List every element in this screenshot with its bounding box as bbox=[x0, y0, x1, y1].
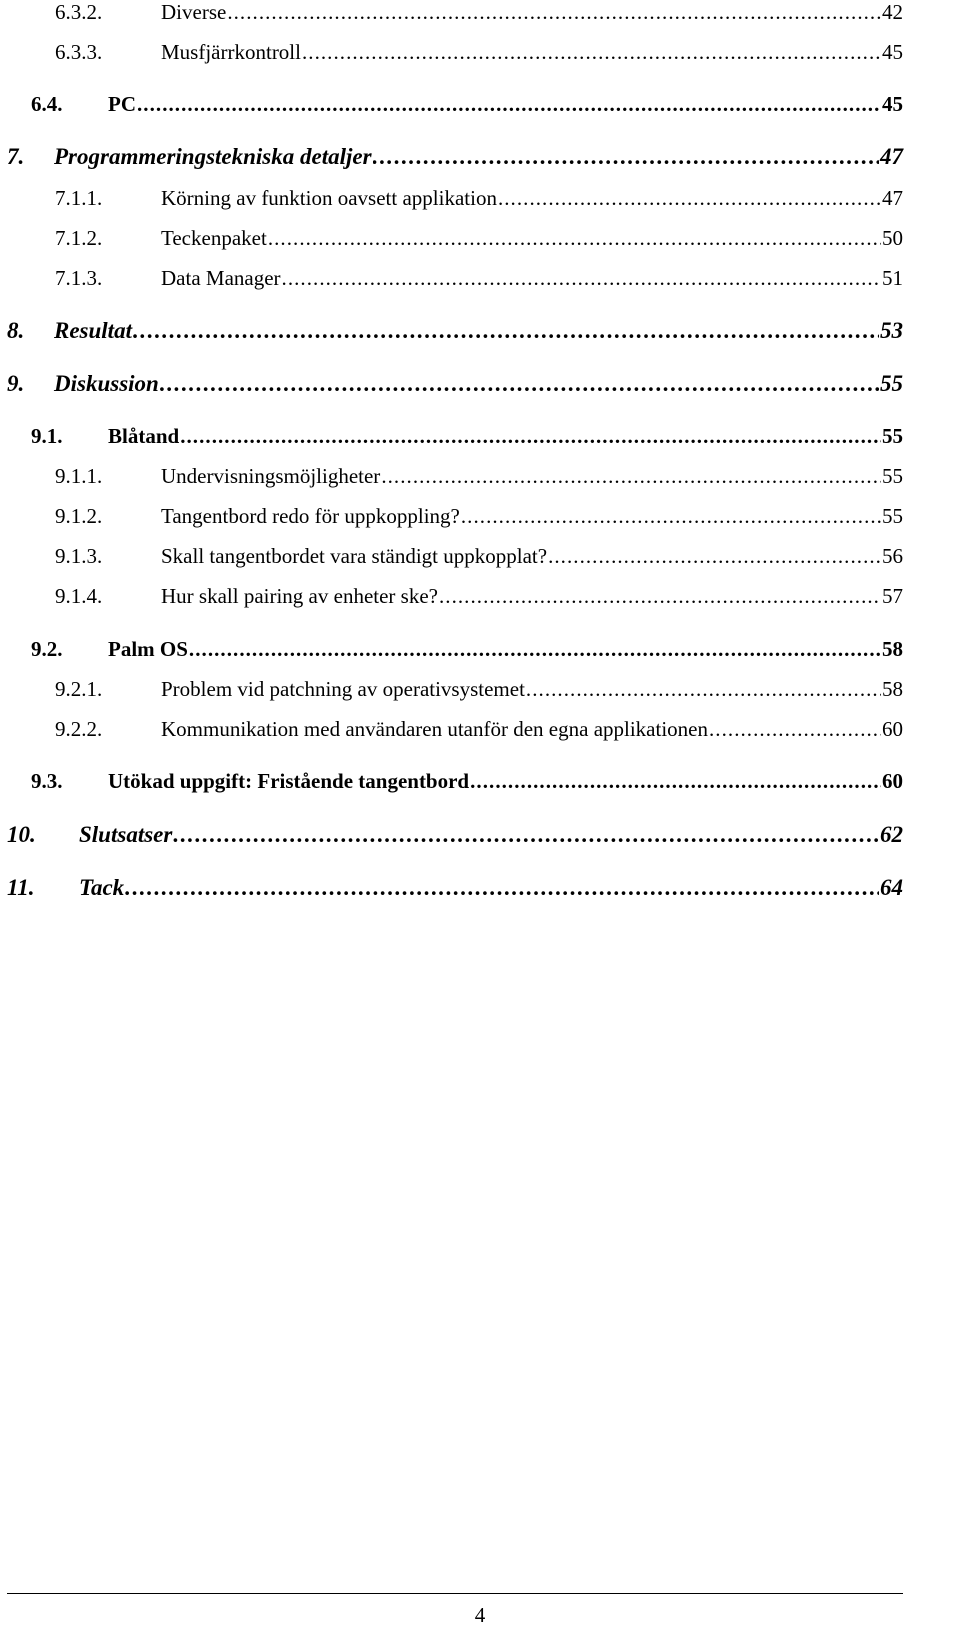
toc-entry-9-2[interactable] bbox=[31, 637, 903, 662]
page-number: 4 bbox=[474, 1603, 486, 1627]
toc-title: Diskussion bbox=[54, 371, 159, 396]
toc-title: Palm OS bbox=[108, 637, 188, 661]
toc-entry-10[interactable] bbox=[7, 822, 903, 848]
toc-title: Hur skall pairing av enheter ske? bbox=[161, 584, 438, 608]
toc-title: Teckenpaket bbox=[161, 226, 267, 250]
dot-leader bbox=[439, 584, 881, 609]
dot-leader bbox=[526, 677, 881, 702]
dot-leader bbox=[160, 371, 879, 397]
toc-number: 9.1.1. bbox=[55, 464, 103, 488]
toc-entry-11[interactable] bbox=[7, 875, 903, 901]
dot-leader bbox=[180, 424, 881, 449]
toc-entry-9-1[interactable] bbox=[31, 424, 903, 449]
toc-number: 9.1.2. bbox=[55, 504, 103, 528]
toc-page-number: 55 bbox=[882, 464, 903, 488]
toc-title: Diverse bbox=[161, 0, 227, 24]
toc-page-number: 47 bbox=[882, 186, 903, 210]
toc-number: 9.1. bbox=[31, 424, 63, 448]
toc-number: 10. bbox=[7, 822, 36, 847]
toc-number: 9.2. bbox=[31, 637, 63, 661]
dot-leader bbox=[125, 875, 879, 901]
toc-page-number: 50 bbox=[882, 226, 903, 250]
toc-title: Problem vid patchning av operativsystemet bbox=[161, 677, 525, 701]
toc-number: 9.2.1. bbox=[55, 677, 103, 701]
dot-leader bbox=[282, 266, 881, 291]
toc-page-number: 56 bbox=[882, 544, 903, 568]
toc-number: 9.1.4. bbox=[55, 584, 103, 608]
toc-number: 8. bbox=[7, 318, 25, 343]
toc-number: 6.4. bbox=[31, 92, 63, 116]
toc-title: Resultat bbox=[54, 318, 132, 343]
toc-number: 7. bbox=[7, 144, 25, 169]
toc-title: PC bbox=[108, 92, 136, 116]
toc-title: Skall tangentbordet vara ständigt uppkopplat? bbox=[161, 544, 548, 568]
toc-page-number: 45 bbox=[882, 92, 903, 116]
toc-entry-7-1-3[interactable] bbox=[55, 266, 903, 291]
toc-number: 9.2.2. bbox=[55, 717, 103, 741]
toc-title: Undervisningsmöjligheter bbox=[161, 464, 381, 488]
toc-page-number: 57 bbox=[882, 584, 903, 608]
toc-page-number: 60 bbox=[882, 769, 903, 793]
toc-entry-9-2-1[interactable] bbox=[55, 677, 903, 702]
toc-page-number: 58 bbox=[882, 677, 903, 701]
toc-number: 7.1.3. bbox=[55, 266, 103, 290]
dot-leader bbox=[133, 318, 879, 344]
toc-title: Slutsatser bbox=[79, 822, 173, 847]
toc-entry-9[interactable] bbox=[7, 371, 903, 397]
toc-number: 6.3.3. bbox=[55, 40, 103, 64]
toc-page-number: 55 bbox=[880, 371, 903, 396]
toc-number: 9. bbox=[7, 371, 25, 396]
dot-leader bbox=[498, 186, 881, 211]
toc-title: Kommunikation med användaren utanför den egna applikationen bbox=[161, 717, 708, 741]
toc-entry-8[interactable] bbox=[7, 318, 903, 344]
toc-entry-9-1-2[interactable] bbox=[55, 504, 903, 529]
dot-leader bbox=[461, 504, 881, 529]
dot-leader bbox=[189, 637, 881, 662]
toc-title: Data Manager bbox=[161, 266, 281, 290]
toc-number: 9.3. bbox=[31, 769, 63, 793]
dot-leader bbox=[373, 144, 879, 170]
toc-entry-6-3-2[interactable] bbox=[55, 0, 903, 25]
toc-number: 6.3.2. bbox=[55, 0, 103, 24]
dot-leader bbox=[137, 92, 881, 117]
toc-page-number: 60 bbox=[882, 717, 903, 741]
toc-number: 9.1.3. bbox=[55, 544, 103, 568]
toc-title: Programmeringstekniska detaljer bbox=[54, 144, 372, 169]
toc-page-number: 45 bbox=[882, 40, 903, 64]
toc-page-number: 55 bbox=[882, 424, 903, 448]
toc-page-number: 47 bbox=[880, 144, 903, 169]
dot-leader bbox=[268, 226, 881, 251]
toc-title: Tack bbox=[79, 875, 125, 900]
toc-entry-9-1-4[interactable] bbox=[55, 584, 903, 609]
dot-leader bbox=[709, 717, 881, 742]
toc-number: 11. bbox=[7, 875, 35, 900]
dot-leader bbox=[227, 0, 881, 25]
toc-entry-7-1-1[interactable] bbox=[55, 186, 903, 211]
toc-entry-6-4[interactable] bbox=[31, 92, 903, 117]
toc-title: Utökad uppgift: Fristående tangentbord bbox=[108, 769, 470, 793]
dot-leader bbox=[381, 464, 881, 489]
dot-leader bbox=[173, 822, 879, 848]
footer-divider bbox=[7, 1593, 903, 1594]
toc-title: Blåtand bbox=[108, 424, 180, 448]
toc-number: 7.1.1. bbox=[55, 186, 103, 210]
toc-title: Körning av funktion oavsett applikation bbox=[161, 186, 497, 210]
toc-entry-9-3[interactable] bbox=[31, 769, 903, 794]
toc-entry-7-1-2[interactable] bbox=[55, 226, 903, 251]
toc-page-number: 64 bbox=[880, 875, 903, 900]
toc-title: Tangentbord redo för uppkoppling? bbox=[161, 504, 460, 528]
toc-page-number: 55 bbox=[882, 504, 903, 528]
toc-page-number: 53 bbox=[880, 318, 903, 343]
dot-leader bbox=[302, 40, 881, 65]
dot-leader bbox=[470, 769, 881, 794]
toc-entry-9-1-3[interactable] bbox=[55, 544, 903, 569]
toc-page-number: 51 bbox=[882, 266, 903, 290]
toc-page-number: 42 bbox=[882, 0, 903, 24]
dot-leader bbox=[548, 544, 881, 569]
toc-page-number: 58 bbox=[882, 637, 903, 661]
toc-entry-9-2-2[interactable] bbox=[55, 717, 903, 742]
toc-page-number: 62 bbox=[880, 822, 903, 847]
toc-number: 7.1.2. bbox=[55, 226, 103, 250]
toc-entry-9-1-1[interactable] bbox=[55, 464, 903, 489]
toc-title: Musfjärrkontroll bbox=[161, 40, 301, 64]
toc-entry-7[interactable] bbox=[7, 144, 903, 170]
toc-entry-6-3-3[interactable] bbox=[55, 40, 903, 65]
